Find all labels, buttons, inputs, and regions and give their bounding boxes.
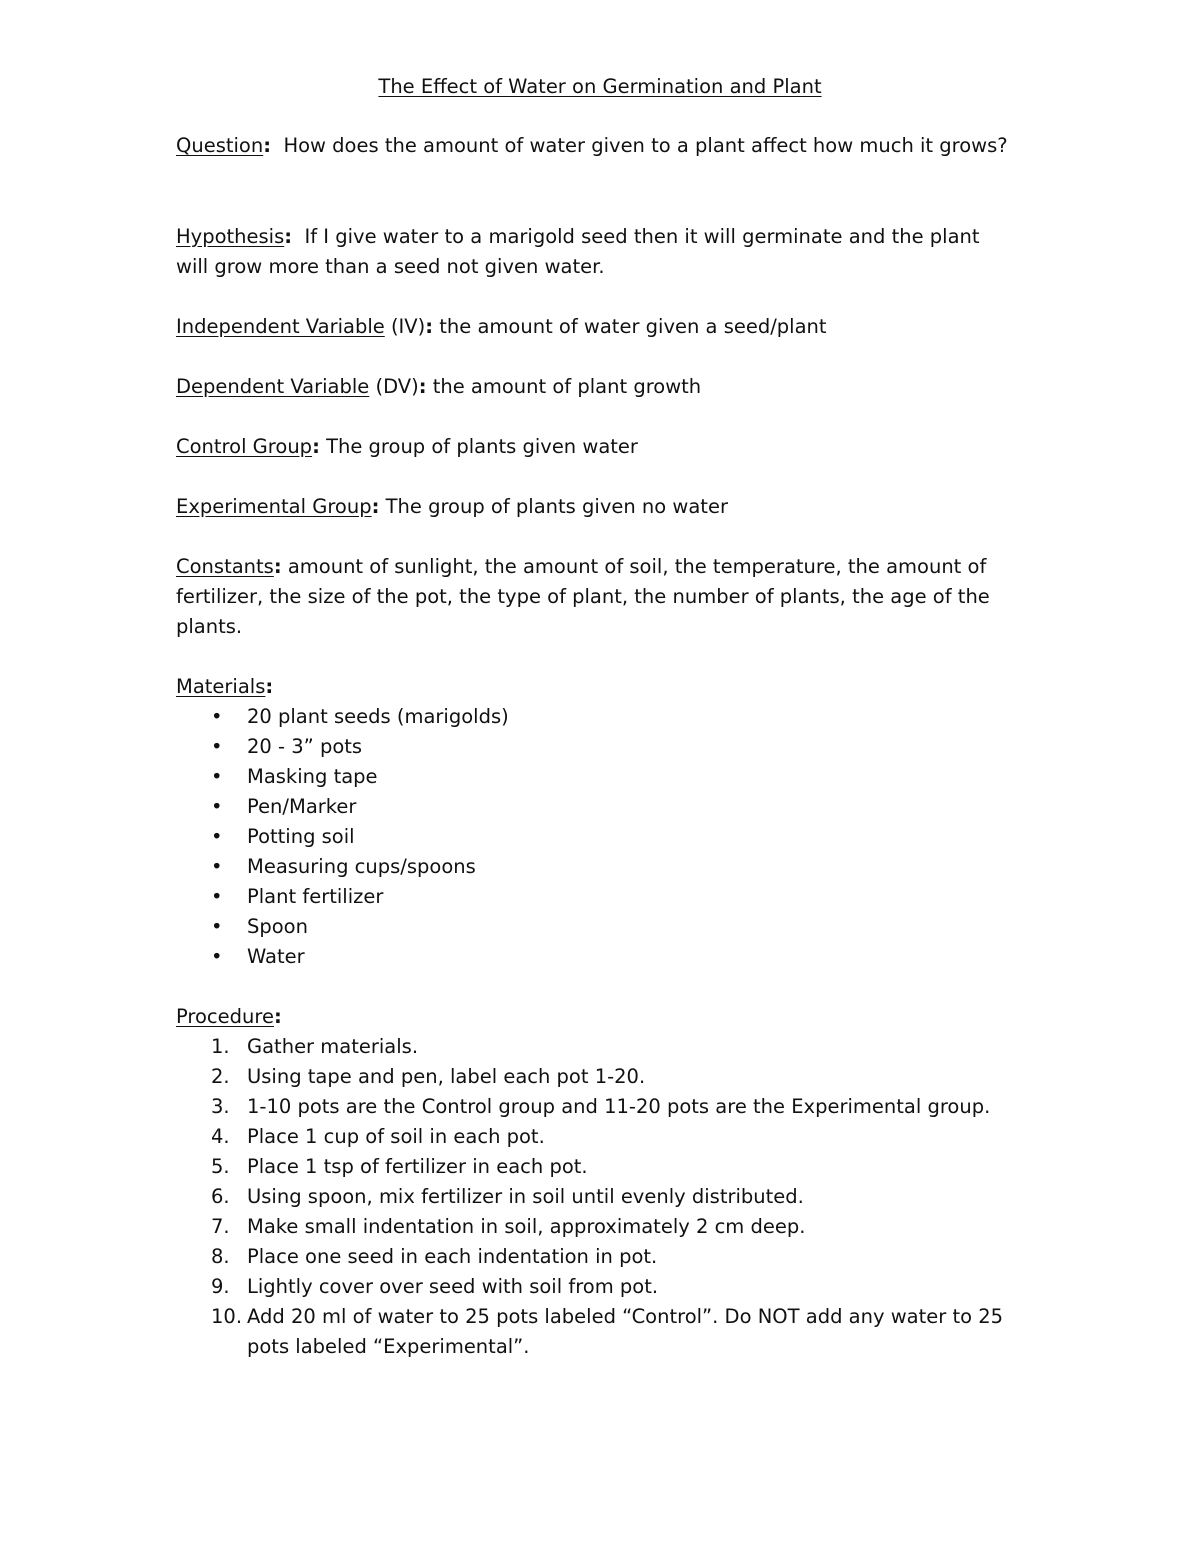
experimental-group-text: The group of plants given no water (385, 495, 728, 518)
step-number: 9. (211, 1275, 230, 1298)
question-label: Question (176, 134, 264, 157)
step-text: Place 1 tsp of fertilizer in each pot. (247, 1155, 588, 1178)
dependent-variable-text: the amount of plant growth (432, 375, 702, 398)
list-item (176, 1152, 1016, 1182)
step-number: 7. (211, 1215, 230, 1238)
document-title: The Effect of Water on Germination and Plant (378, 75, 822, 98)
control-group-section (176, 432, 1016, 462)
hypothesis-section (176, 222, 1016, 282)
hypothesis-text: If I give water to a marigold seed then it will germinate and the plant will grow more than a seed not given water. (176, 225, 980, 278)
material-item-text: Masking tape (247, 765, 378, 788)
step-text: Lightly cover over seed with soil from pot. (247, 1275, 659, 1298)
independent-variable-label: Independent Variable (176, 315, 385, 338)
step-text: Using tape and pen, label each pot 1-20. (247, 1065, 646, 1088)
list-item (176, 1092, 1016, 1122)
question-colon: : (263, 134, 272, 157)
list-item (176, 1062, 1016, 1092)
step-text: Make small indentation in soil, approximately 2 cm deep. (247, 1215, 806, 1238)
hypothesis-label: Hypothesis (176, 225, 285, 248)
list-item (176, 732, 1016, 762)
list-item (176, 1122, 1016, 1152)
constants-label: Constants (176, 555, 274, 578)
material-item-text: Spoon (247, 915, 308, 938)
procedure-heading (176, 1002, 1016, 1032)
list-item (176, 822, 1016, 852)
step-number: 2. (211, 1065, 230, 1088)
control-group-colon: : (312, 435, 320, 458)
question-section (176, 131, 1016, 161)
step-number: 1. (211, 1035, 230, 1058)
step-number: 6. (211, 1185, 230, 1208)
procedure-list (176, 1032, 1016, 1362)
list-item (176, 942, 1016, 972)
list-item (176, 1032, 1016, 1062)
materials-section (176, 672, 1016, 972)
constants-section (176, 552, 1016, 642)
experimental-group-section (176, 492, 1016, 522)
list-item (176, 1272, 1016, 1302)
list-item (176, 1182, 1016, 1212)
list-item (176, 1242, 1016, 1272)
procedure-colon: : (273, 1005, 282, 1028)
constants-text: amount of sunlight, the amount of soil, the temperature, the amount of fertilizer, the size of the pot, the type of plant, the number of plants, the age of the plants. (176, 555, 990, 638)
bullet-icon: • (211, 825, 223, 848)
control-group-label: Control Group (176, 435, 313, 458)
independent-variable-colon: : (425, 315, 434, 338)
step-text: Using spoon, mix fertilizer in soil until evenly distributed. (247, 1185, 804, 1208)
procedure-label: Procedure (176, 1005, 274, 1028)
materials-list (176, 702, 1016, 972)
step-number: 10. (211, 1305, 243, 1328)
step-text: Place one seed in each indentation in pot. (247, 1245, 658, 1268)
dependent-variable-label: Dependent Variable (176, 375, 370, 398)
independent-variable-text: the amount of water given a seed/plant (439, 315, 827, 338)
step-number: 8. (211, 1245, 230, 1268)
bullet-icon: • (211, 735, 223, 758)
constants-colon: : (273, 555, 282, 578)
list-item (176, 762, 1016, 792)
bullet-icon: • (211, 855, 223, 878)
independent-variable-abbr: (IV) (390, 315, 426, 338)
dependent-variable-section (176, 372, 1016, 402)
step-text: Gather materials. (247, 1035, 419, 1058)
materials-colon: : (265, 675, 274, 698)
dependent-variable-colon: : (418, 375, 427, 398)
step-text: Place 1 cup of soil in each pot. (247, 1125, 545, 1148)
bullet-icon: • (211, 765, 223, 788)
list-item (176, 1302, 1016, 1362)
material-item-text: 20 - 3” pots (247, 735, 363, 758)
material-item-text: Water (247, 945, 305, 968)
material-item-text: Pen/Marker (247, 795, 357, 818)
bullet-icon: • (211, 795, 223, 818)
bullet-icon: • (211, 945, 223, 968)
procedure-section (176, 1002, 1016, 1362)
hypothesis-colon: : (284, 225, 293, 248)
experimental-group-colon: : (371, 495, 380, 518)
material-item-text: 20 plant seeds (marigolds) (247, 705, 509, 728)
step-text: 1-10 pots are the Control group and 11-20 pots are the Experimental group. (247, 1095, 991, 1118)
bullet-icon: • (211, 705, 223, 728)
material-item-text: Measuring cups/spoons (247, 855, 476, 878)
step-number: 5. (211, 1155, 230, 1178)
list-item (176, 882, 1016, 912)
dependent-variable-abbr: (DV) (375, 375, 419, 398)
material-item-text: Plant fertilizer (247, 885, 384, 908)
step-text: Add 20 ml of water to 25 pots labeled “Control”. Do NOT add any water to 25 pots labeled “Experimental”. (247, 1305, 1004, 1358)
list-item (176, 912, 1016, 942)
materials-label: Materials (176, 675, 266, 698)
material-item-text: Potting soil (247, 825, 355, 848)
independent-variable-section (176, 312, 1016, 342)
list-item (176, 852, 1016, 882)
list-item (176, 792, 1016, 822)
materials-heading (176, 672, 1016, 702)
question-text: How does the amount of water given to a plant affect how much it grows? (283, 134, 1008, 157)
bullet-icon: • (211, 885, 223, 908)
list-item (176, 702, 1016, 732)
list-item (176, 1212, 1016, 1242)
step-number: 3. (211, 1095, 230, 1118)
experimental-group-label: Experimental Group (176, 495, 372, 518)
control-group-text: The group of plants given water (326, 435, 638, 458)
bullet-icon: • (211, 915, 223, 938)
step-number: 4. (211, 1125, 230, 1148)
